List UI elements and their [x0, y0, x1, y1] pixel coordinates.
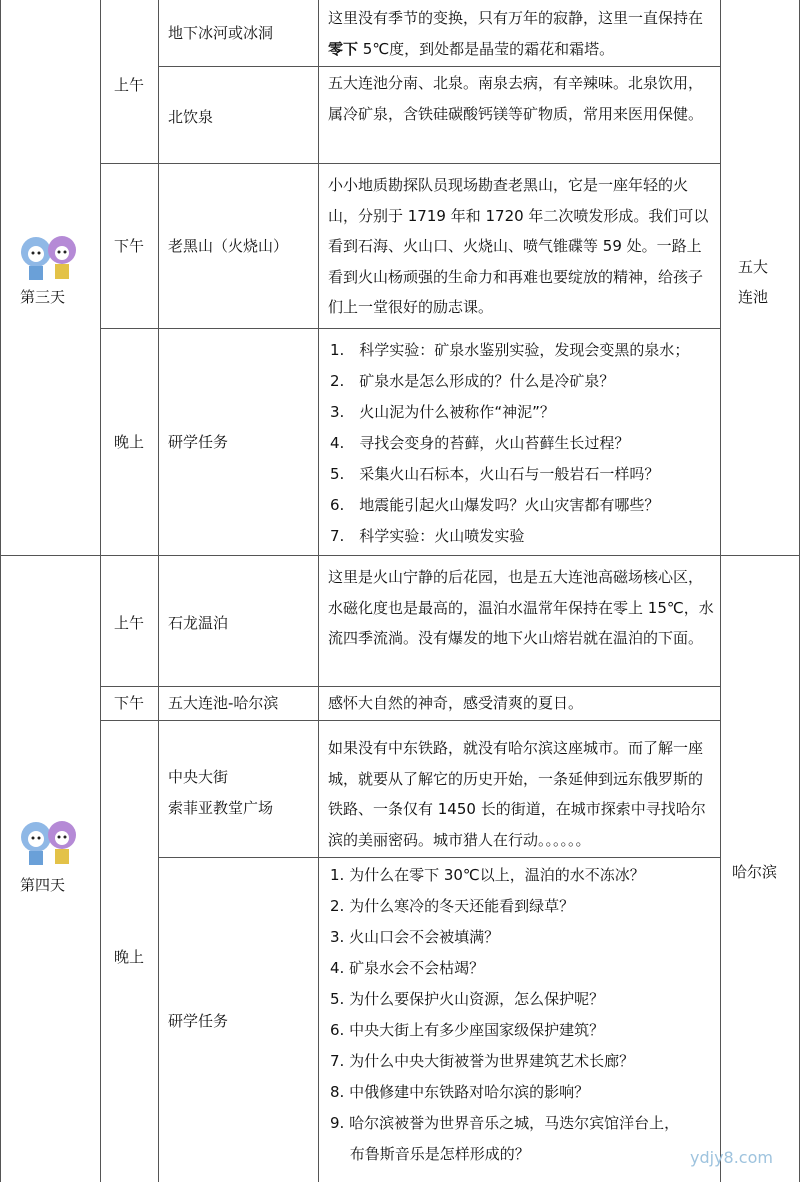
day4-place-study-task: 研学任务	[168, 1011, 229, 1030]
day4-desc-transfer: 感怀大自然的神奇，感受清爽的夏日。	[328, 693, 584, 712]
day3-mascot	[14, 230, 84, 286]
day4-evening-label: 晚上	[113, 947, 144, 966]
day3-location: 五大连池	[738, 258, 769, 306]
day3-desc-north-spring: 五大连池分南、北泉。南泉去病，有辛辣味。北泉饮用，属冷矿泉，含铁硅碳酸钙镁等矿物质，常用来医用保健。	[328, 74, 704, 123]
day3-place-laoheishan: 老黑山（火烧山）	[168, 236, 289, 255]
list-item: 4. 矿泉水会不会枯竭？	[330, 959, 485, 977]
day4-place-central-street: 中央大街 索菲亚教堂广场	[168, 768, 274, 817]
day3-label: 第三天	[20, 288, 66, 306]
day3-desc-laoheishan: 小小地质勘探队员现场勘查老黑山，它是一座年轻的火山，分别于 1719 年和 1720 年二次喷发形成。我们可以看到石海、火山口、火烧山、喷气锥碟等 59 处。一路上看到火山杨顽强的生命力和再难也要绽放的精神，给孩子们上一堂很好的励志课。	[328, 176, 709, 316]
day4-location: 哈尔滨	[732, 863, 778, 881]
day3-place-ice-cave: 地下冰河或冰洞	[168, 23, 274, 42]
day3-place-study-task: 研学任务	[168, 432, 229, 451]
day4-place-transfer: 五大连池-哈尔滨	[168, 693, 279, 712]
list-item: 5. 采集火山石标本，火山石与一般岩石一样吗？	[330, 465, 660, 483]
list-item: 1. 为什么在零下 30℃以上，温泊的水不冻冰？	[330, 866, 645, 884]
list-item: 3. 火山泥为什么被称作“神泥”？	[330, 403, 555, 421]
list-item: 4. 寻找会变身的苔藓，火山苔藓生长过程？	[330, 434, 630, 452]
day4-label: 第四天	[20, 876, 66, 894]
watermark: ydjy8.com	[690, 1148, 773, 1167]
day4-desc-shilong: 这里是火山宁静的后花园，也是五大连池高磁场核心区，水磁化度也是最高的，温泊水温常年保持在零上 15℃，水流四季流淌。没有爆发的地下火山熔岩就在温泊的下面。	[328, 568, 714, 647]
day4-desc-central-street: 如果没有中东铁路，就没有哈尔滨这座城市。而了解一座城，就要从了解它的历史开始，一条延伸到远东俄罗斯的铁路、一条仅有 1450 长的街道，在城市探索中寻找哈尔滨的美丽密码。城市猎人在行动。。。。。。	[328, 739, 706, 849]
list-item: 3. 火山口会不会被填满？	[330, 928, 500, 946]
list-item: 7. 为什么中央大街被誉为世界建筑艺术长廊？	[330, 1052, 635, 1070]
day3-evening-label: 晚上	[113, 432, 144, 451]
list-item: 5. 为什么要保护火山资源，怎么保护呢？	[330, 990, 605, 1008]
list-item: 2. 为什么寒冷的冬天还能看到绿草？	[330, 897, 575, 915]
list-item: 6. 中央大街上有多少座国家级保护建筑？	[330, 1021, 605, 1039]
list-item: 1. 科学实验：矿泉水鉴别实验，发现会变黑的泉水；	[330, 341, 690, 359]
mascot-icon	[14, 815, 84, 871]
day3-task-list	[330, 335, 718, 552]
day4-mascot	[14, 815, 84, 871]
list-item: 9. 哈尔滨被誉为世界音乐之城，马迭尔宾馆洋台上，	[330, 1114, 680, 1132]
day4-morning-label: 上午	[113, 613, 144, 632]
day3-desc-ice-cave: 这里没有季节的变换，只有万年的寂静，这里一直保持在零下 5℃度，到处都是晶莹的霜花和霜塔。	[328, 9, 704, 58]
day4-task-list	[330, 860, 718, 1170]
list-item: 布鲁斯音乐是怎样形成的？	[330, 1145, 530, 1163]
list-item: 2. 矿泉水是怎么形成的？什么是冷矿泉？	[330, 372, 615, 390]
day4-afternoon-label: 下午	[113, 693, 144, 712]
list-item: 7. 科学实验：火山喷发实验	[330, 527, 525, 545]
day4-place-shilong: 石龙温泊	[168, 613, 229, 632]
mascot-icon	[14, 230, 84, 286]
day3-afternoon-label: 下午	[113, 236, 144, 255]
list-item: 8. 中俄修建中东铁路对哈尔滨的影响？	[330, 1083, 590, 1101]
day3-morning-label: 上午	[113, 75, 144, 94]
list-item: 6. 地震能引起火山爆发吗？火山灾害都有哪些？	[330, 496, 660, 514]
day3-place-north-spring: 北饮泉	[168, 107, 214, 126]
